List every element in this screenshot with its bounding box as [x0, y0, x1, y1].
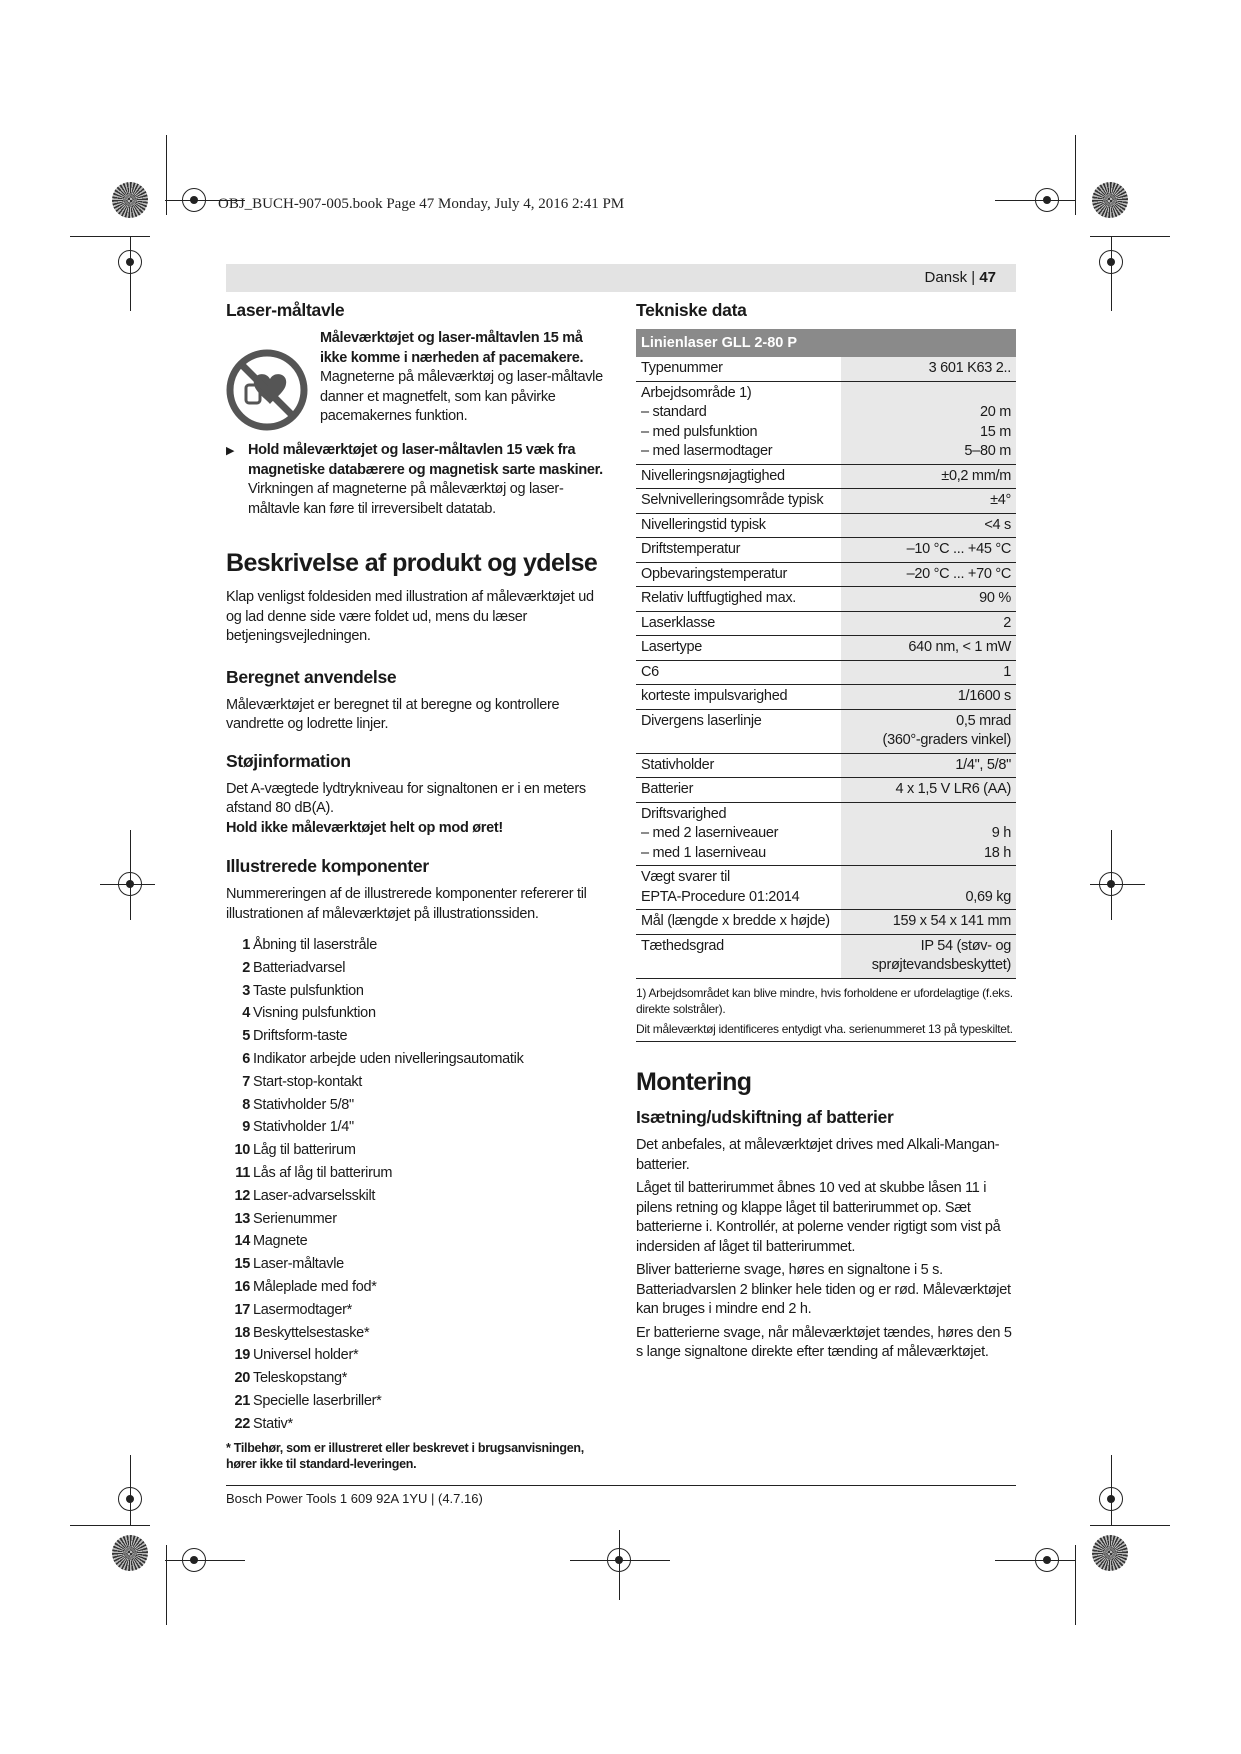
table-row: Divergens laserlinje 0,5 mrad (360°-graders vinkel) [636, 709, 1016, 753]
product-description-text: Klap venligst foldesiden med illustration af måleværktøjet ud og lad denne side være foldet ud, mens du læser betjeningsvejledningen. [226, 589, 594, 644]
page-header-band [226, 264, 1016, 292]
accessory-footnote: * Tilbehør, som er illustreret eller beskrevet i brugsanvisningen, hører ikke til standard-leveringen. [226, 1440, 584, 1472]
table-row: Opbevaringstemperatur –20 °C ... +70 °C [636, 562, 1016, 587]
product-description-heading: Beskrivelse af produkt og ydelse [226, 549, 598, 577]
bullet-text: Virkningen af magneterne på måleværktøj og laser-måltavle kan føre til irreversibelt datatab. [248, 481, 564, 517]
list-item: 3 Taste pulsfunktion [242, 982, 364, 999]
table-row: Typenummer 3 601 K63 2.. [636, 357, 1016, 381]
table-row: Vægt svarer til EPTA-Procedure 01:2014 0,69 kg [636, 866, 1016, 910]
table-row: Laserklasse 2 [636, 611, 1016, 636]
header-separator: | [967, 269, 980, 286]
list-item: 16 Måleplade med fod* [234, 1278, 377, 1295]
battery-heading: Isætning/udskiftning af batterier [636, 1107, 894, 1127]
header-language: Dansk [924, 269, 968, 286]
list-item: 4 Visning pulsfunktion [242, 1005, 376, 1022]
list-item: 14 Magnete [234, 1233, 308, 1250]
components-heading: Illustrerede komponenter [226, 856, 429, 876]
registration-rosette-bottom-right [1092, 1535, 1128, 1571]
list-item: 2 Batteriadvarsel [242, 959, 346, 976]
list-item: 12 Laser-advarselsskilt [234, 1187, 376, 1204]
table-row: Mål (længde x bredde x højde) 159 x 54 x 141 mm [636, 910, 1016, 935]
warning-text: Magneterne på måleværktøj og laser-måltavle danner et magnetfelt, som kan påvirke pacemakernes funktion. [320, 369, 603, 424]
left-column [226, 300, 610, 1473]
list-item: 20 Teleskopstang* [234, 1370, 348, 1387]
warning-bold-text: Måleværktøjet og laser-måltavlen 15 må ikke komme i nærheden af pacemakere. [320, 330, 584, 366]
right-column [636, 300, 1016, 1363]
technical-data-heading: Tekniske data [636, 300, 747, 320]
noise-warning: Hold ikke måleværktøjet helt op mod øret! [226, 819, 503, 836]
laser-target-heading: Laser-måltavle [226, 300, 345, 320]
table-row: Arbejdsområde 1) – standard – med pulsfunktion – med lasermodtager 20 m 15 m 5–80 m [636, 381, 1016, 464]
intended-use-text: Måleværktøjet er beregnet til at beregne og kontrollere vandrette og lodrette linjer. [226, 696, 560, 732]
battery-paragraph-3: Bliver batterierne svage, høres en signaltone i 5 s. Batteriadvarslen 2 blinker hele tiden og er rød. Måleværktøjet kan bruges i mindre end 2 h. [636, 1262, 1011, 1317]
table-footnote-2: Dit måleværktøj identificeres entydigt vha. serienummeret 13 på typeskiltet. [636, 1021, 1016, 1043]
page-header [925, 269, 996, 286]
battery-paragraph-1: Det anbefales, at måleværktøjet drives med Alkali-Mangan-batterier. [636, 1137, 1000, 1173]
table-row: Nivelleringstid typisk <4 s [636, 513, 1016, 538]
list-item: 1 Åbning til laserstråle [242, 937, 377, 953]
page-number: 47 [979, 269, 996, 286]
list-item: 6 Indikator arbejde uden nivelleringsautomatik [242, 1050, 524, 1067]
table-header: Linienlaser GLL 2-80 P [636, 329, 1016, 357]
technical-data-table [636, 329, 1016, 979]
table-row: korteste impulsvarighed 1/1600 s [636, 685, 1016, 710]
print-slug: OBJ_BUCH-907-005.book Page 47 Monday, July 4, 2016 2:41 PM [218, 196, 625, 212]
list-item: 21 Specielle laserbriller* [234, 1392, 382, 1409]
list-item: 18 Beskyttelsestaske* [234, 1324, 370, 1341]
list-item: 11 Lås af låg til batterirum [235, 1164, 393, 1181]
list-item: 19 Universel holder* [234, 1347, 359, 1364]
components-text: Nummereringen af de illustrerede komponenter refererer til illustrationen af måleværktøjet på illustrationssiden. [226, 886, 587, 922]
pacemaker-warning [226, 329, 610, 431]
battery-paragraph-4: Er batterierne svage, når måleværktøjet tændes, høres den 5 s lange signaltone direkte efter tænding af måleværktøjet. [636, 1324, 1012, 1360]
list-item: 13 Serienummer [234, 1210, 337, 1227]
table-row: Selvnivelleringsområde typisk ±4° [636, 489, 1016, 514]
table-row: Relativ luftfugtighed max. 90 % [636, 587, 1016, 612]
components-list [226, 934, 610, 1436]
list-item: 10 Låg til batterirum [234, 1142, 356, 1159]
table-row: Tæthedsgrad IP 54 (støv- og sprøjtevandsbeskyttet) [636, 934, 1016, 978]
noise-text: Det A-vægtede lydtrykniveau for signaltonen er i en meters afstand 80 dB(A). [226, 780, 586, 816]
mounting-heading: Montering [636, 1068, 752, 1096]
table-row: Driftsvarighed – med 2 laserniveauer – med 1 laserniveau 9 h 18 h [636, 802, 1016, 866]
list-item: 17 Lasermodtager* [234, 1301, 352, 1318]
list-item: 8 Stativholder 5/8" [242, 1096, 354, 1113]
table-footnote-1: 1) Arbejdsområdet kan blive mindre, hvis forholdene er ufordelagtige (f.eks. direkte solstråler). [636, 985, 1013, 1016]
list-item: 9 Stativholder 1/4" [242, 1119, 354, 1136]
bullet-bold-text: Hold måleværktøjet og laser-måltavlen 15 væk fra magnetiske databærere og magnetisk sarte maskiner. [248, 442, 603, 478]
table-row: C6 1 [636, 660, 1016, 685]
list-item: 15 Laser-måltavle [234, 1256, 344, 1273]
magnet-bullet [226, 441, 610, 519]
table-row: Stativholder 1/4", 5/8" [636, 753, 1016, 778]
battery-paragraph-2: Låget til batterirummet åbnes 10 ved at skubbe låsen 11 i pilens retning og klappe låget til batterirummet op. Sæt batterierne i. Kontrollér, at polerne vender rigtigt som vist på indersiden af låget til batterirummet. [636, 1180, 1001, 1255]
list-item: 5 Driftsform-taste [242, 1028, 348, 1045]
table-row: Nivelleringsnøjagtighed ±0,2 mm/m [636, 464, 1016, 489]
intended-use-heading: Beregnet anvendelse [226, 666, 397, 687]
registration-rosette-top-right [1092, 182, 1128, 218]
page-footer: Bosch Power Tools 1 609 92A 1YU | (4.7.16) [226, 1491, 483, 1506]
registration-rosette-bottom-left [112, 1535, 148, 1571]
list-item: 22 Stativ* [234, 1415, 293, 1432]
list-item: 7 Start-stop-kontakt [242, 1073, 363, 1090]
no-pacemaker-icon [226, 349, 308, 431]
table-row: Lasertype 640 nm, < 1 mW [636, 636, 1016, 661]
noise-heading: Støjinformation [226, 750, 351, 771]
bullet-triangle-icon: ▶ [226, 445, 235, 457]
table-row: Batterier 4 x 1,5 V LR6 (AA) [636, 778, 1016, 803]
table-row: Driftstemperatur –10 °C ... +45 °C [636, 538, 1016, 563]
registration-rosette-top-left [112, 182, 148, 218]
footer-rule [226, 1485, 1016, 1486]
